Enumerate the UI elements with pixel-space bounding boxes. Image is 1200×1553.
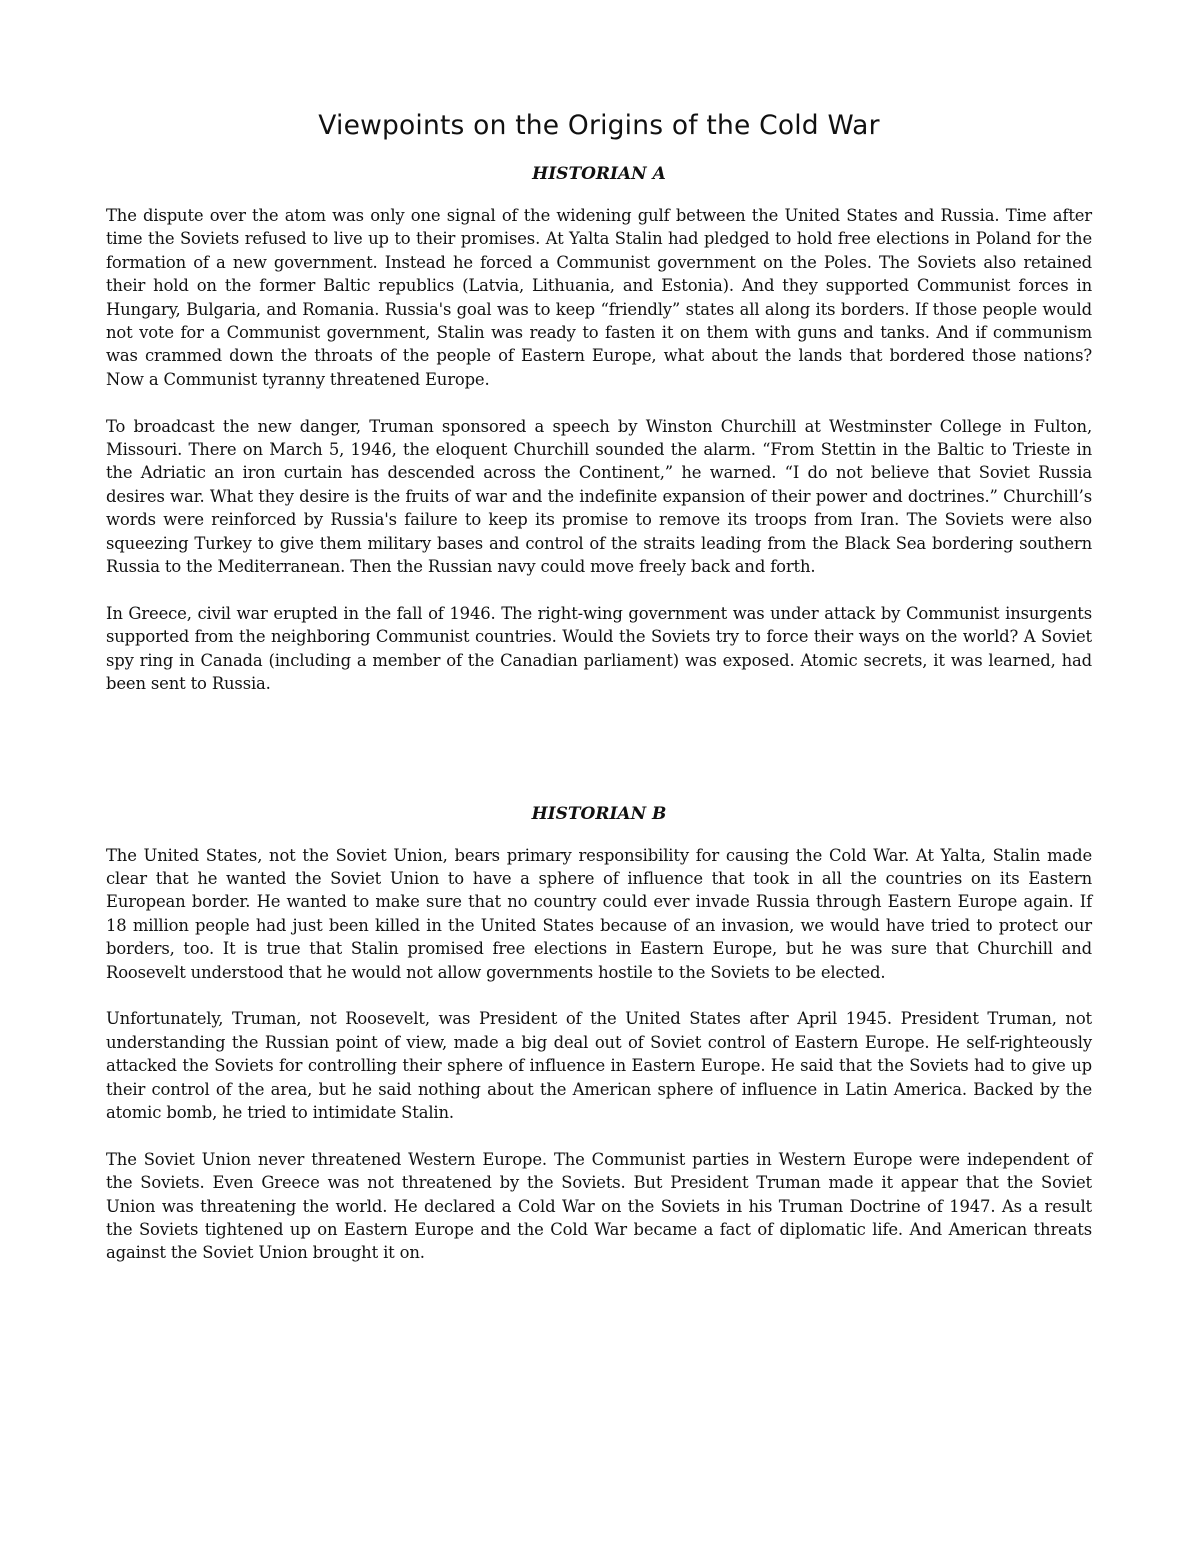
historian-a-paragraph-1: The dispute over the atom was only one signal of the widening gulf between the United States and Russia. Time after time the Soviets refused to live up to their promises. At Yalta Stalin had pledged to hold free elections in Poland for the formation of a new government. Instead he forced a Communist government on the Poles. The Soviets also retained their hold on the former Baltic republics (Latvia, Lithuania, and Estonia). And they supported Communist forces in Hungary, Bulgaria, and Romania. Russia's goal was to keep “friendly” states all along its borders. If those people would not vote for a Communist government, Stalin was ready to fasten it on them with guns and tanks. And if communism was crammed down the throats of the people of Eastern Europe, what about the lands that bordered those nations? Now a Communist tyranny threatened Europe.	[106, 206, 1092, 389]
historian-a-heading: HISTORIAN A	[532, 164, 666, 184]
historian-b-paragraph-3: The Soviet Union never threatened Western Europe. The Communist parties in Western Europe were independent of the Soviets. Even Greece was not threatened by the Soviets. But President Truman made it appear that the Soviet Union was threatening the world. He declared a Cold War on the Soviets in his Truman Doctrine of 1947. As a result the Soviets tightened up on Eastern Europe and the Cold War became a fact of diplomatic life. And American threats against the Soviet Union brought it on.	[106, 1149, 1092, 1263]
historian-a-paragraph-3: In Greece, civil war erupted in the fall of 1946. The right-wing government was under attack by Communist insurgents supported from the neighboring Communist countries. Would the Soviets try to force their ways on the world? A Soviet spy ring in Canada (including a member of the Canadian parliament) was exposed. Atomic secrets, it was learned, had been sent to Russia.	[106, 603, 1092, 694]
historian-b-section	[106, 844, 1092, 1265]
historian-b-paragraph-2: Unfortunately, Truman, not Roosevelt, was President of the United States after April 1945. President Truman, not understanding the Russian point of view, made a big deal out of Soviet control of Eastern Europe. He self-righteously attacked the Soviets for controlling their sphere of influence in Eastern Europe. He said that the Soviets had to give up their control of the area, but he said nothing about the American sphere of influence in Latin America. Backed by the atomic bomb, he tried to intimidate Stalin.	[106, 1009, 1092, 1122]
historian-a-section	[106, 204, 1092, 696]
historian-b-paragraph-1: The United States, not the Soviet Union, bears primary responsibility for causing the Cold War. At Yalta, Stalin made clear that he wanted the Soviet Union to have a sphere of influence that took in all the countries on its Eastern European border. He wanted to make sure that no country could ever invade Russia through Eastern Europe again. If 18 million people had just been killed in the United States because of an invasion, we would have tried to protect our borders, too. It is true that Stalin promised free elections in Eastern Europe, but he was sure that Churchill and Roosevelt understood that he would not allow governments hostile to the Soviets to be elected.	[106, 845, 1092, 982]
historian-b-heading: HISTORIAN B	[531, 803, 667, 824]
historian-a-paragraph-2: To broadcast the new danger, Truman sponsored a speech by Winston Churchill at Westminster College in Fulton, Missouri. There on March 5, 1946, the eloquent Churchill sounded the alarm. “From Stettin in the Baltic to Trieste in the Adriatic an iron curtain has descended across the Continent,” he warned. “I do not believe that Soviet Russia desires war. What they desire is the fruits of war and the indefinite expansion of their power and doctrines.” Churchill’s words were reinforced by Russia's failure to keep its promise to remove its troops from Iran. The Soviets were also squeezing Turkey to give them military bases and control of the straits leading from the Black Sea bordering southern Russia to the Mediterranean. Then the Russian navy could move freely back and forth.	[106, 416, 1092, 577]
document-title: Viewpoints on the Origins of the Cold War	[318, 110, 880, 141]
document-page	[106, 108, 1092, 1265]
